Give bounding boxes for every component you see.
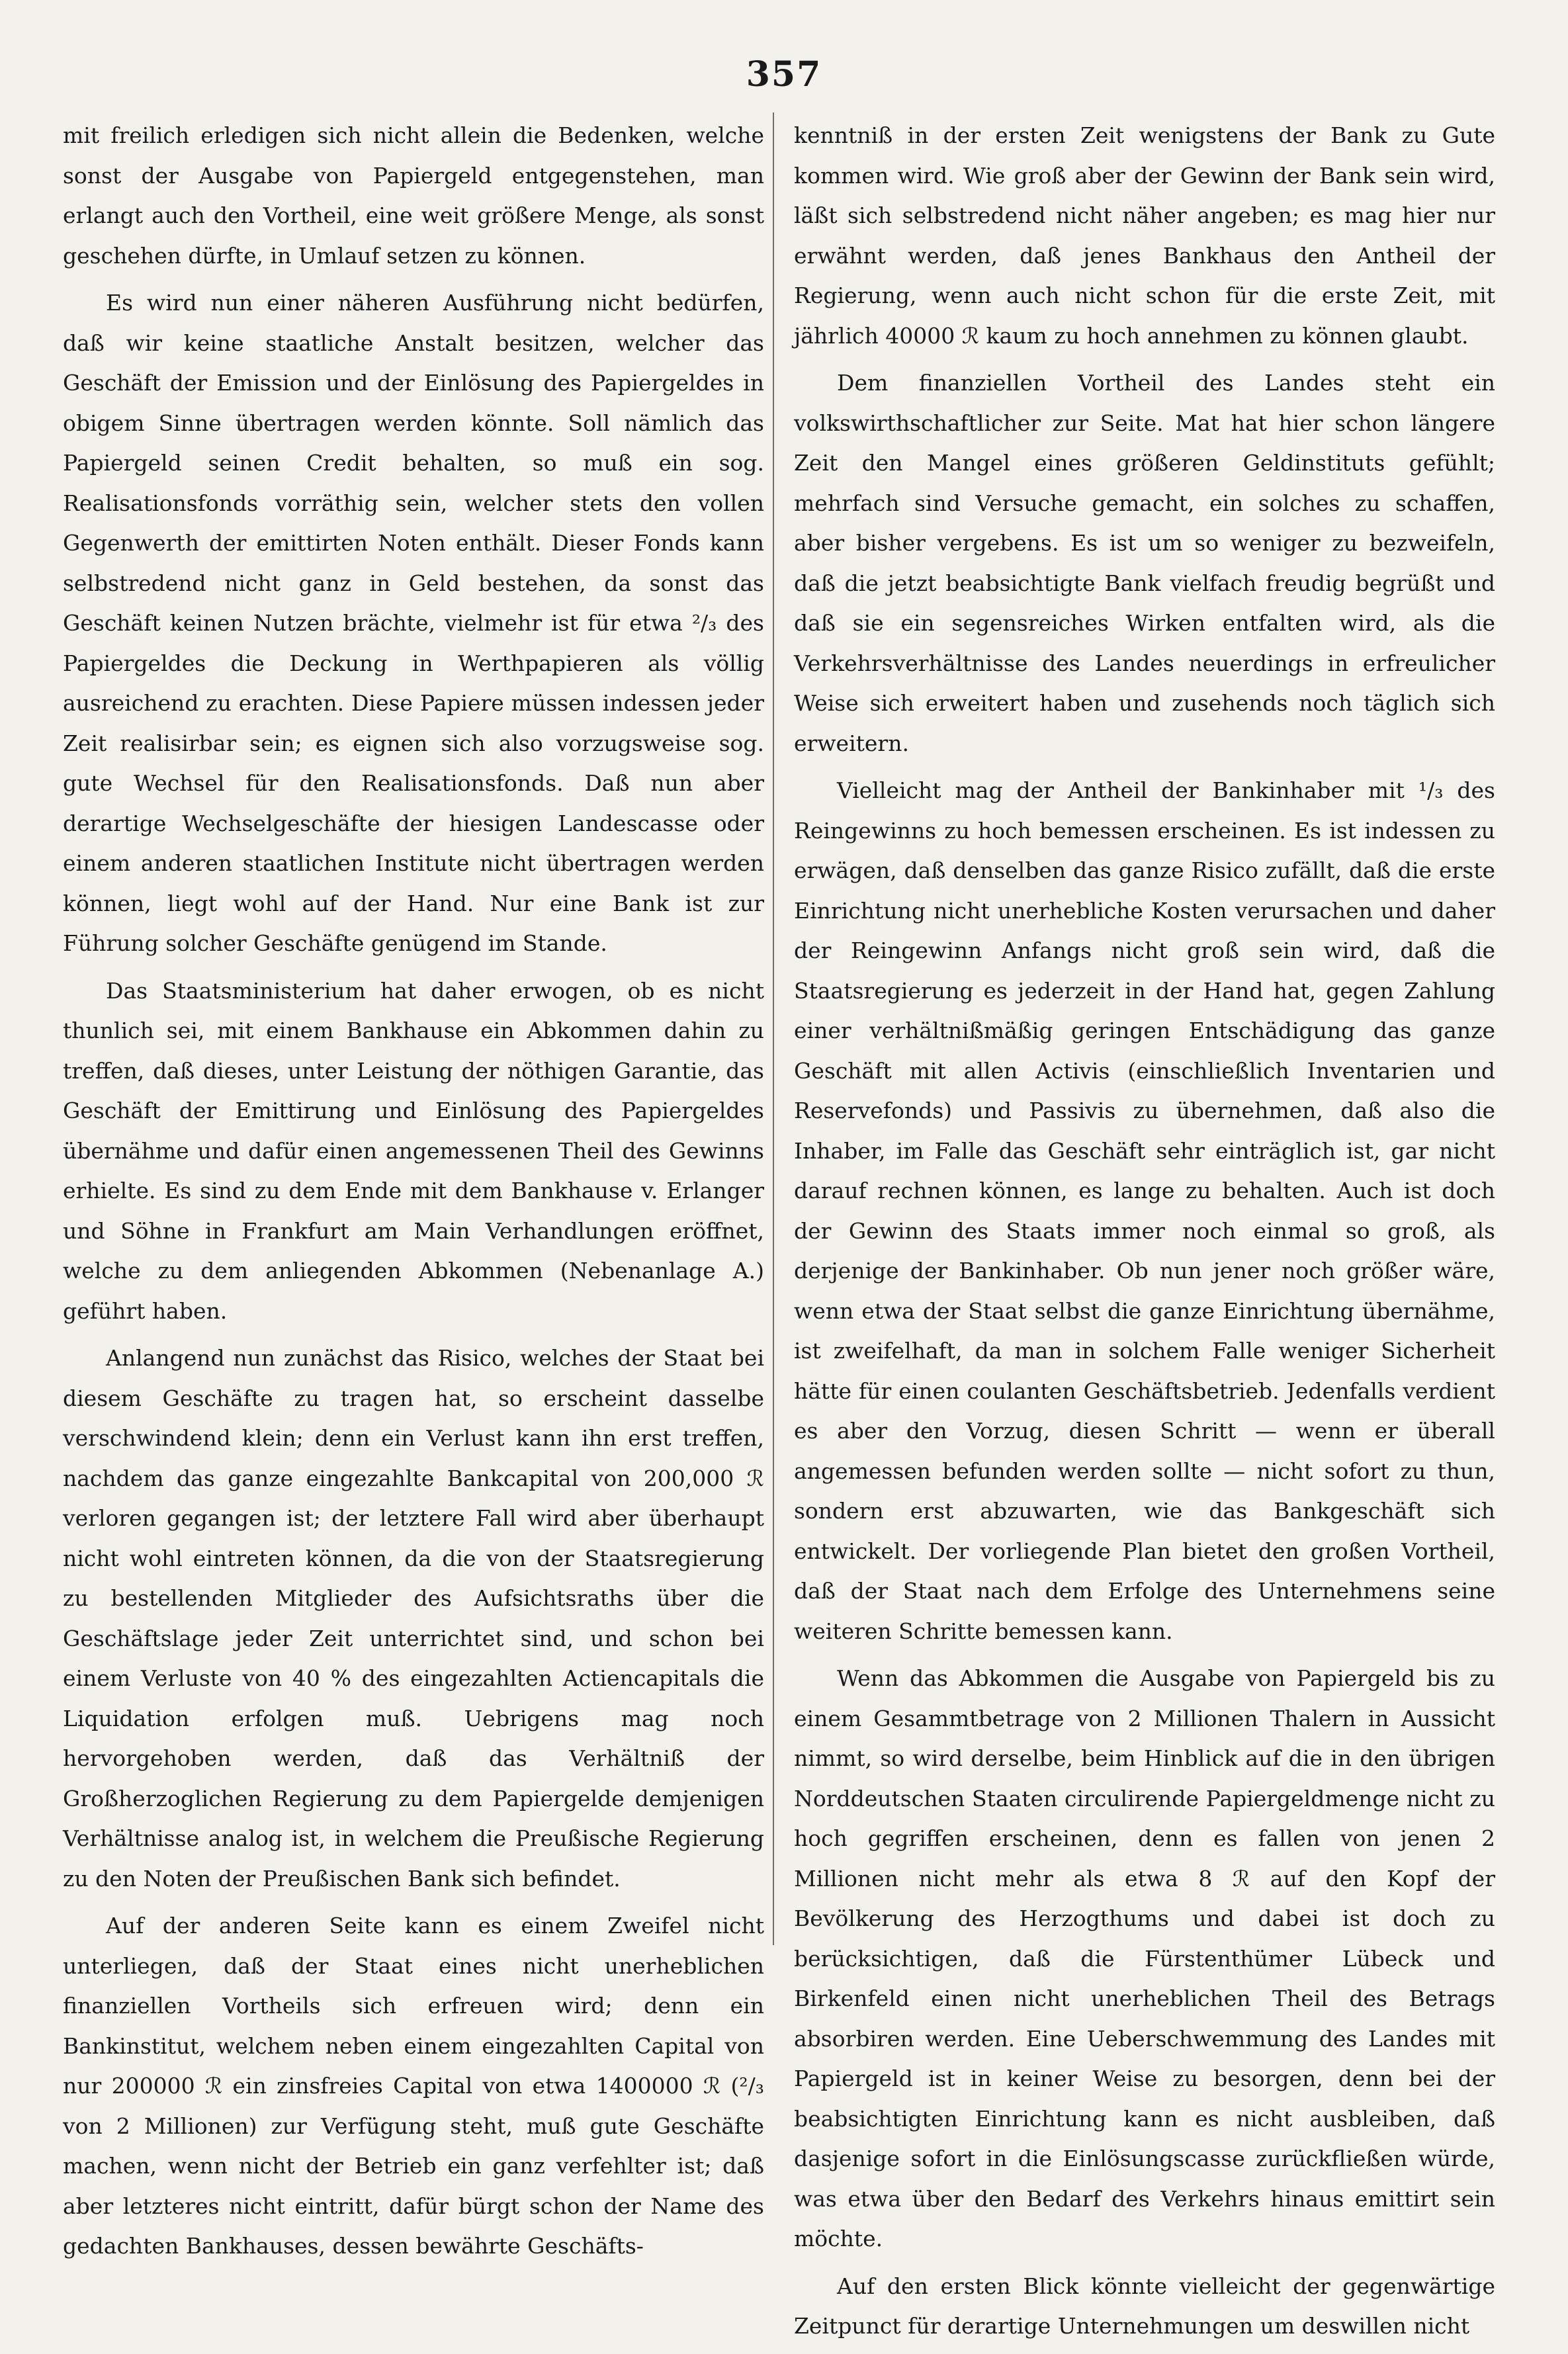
page-number: 357 bbox=[746, 54, 822, 95]
paragraph: Auf der anderen Seite kann es einem Zweifel nicht unterliegen, daß der Staat eines nicht unerheblichen finanziellen Vortheils sich erfreuen wird; denn ein Bankinstitut, welchem neben einem eingezahlten Capital von nur 200000 ℛ ein zinsfreies Capital von etwa 1400000 ℛ (²/₃ von 2 Millionen) zur Verfügung steht, muß gute Geschäfte machen, wenn nicht der Betrieb ein ganz verfehlter ist; daß aber letzteres nicht eintritt, dafür bürgt schon der Name des gedachten Bankhauses, dessen bewährte Geschäfts- bbox=[63, 1913, 764, 2259]
paragraph: mit freilich erledigen sich nicht allein die Bedenken, welche sonst der Ausgabe von Papiergeld entgegenstehen, man erlangt auch den Vortheil, eine weit größere Menge, als sonst geschehen dürfte, in Umlauf setzen zu können. bbox=[63, 122, 764, 269]
paragraph: Wenn das Abkommen die Ausgabe von Papiergeld bis zu einem Gesammtbetrage von 2 Millionen Thalern in Aussicht nimmt, so wird derselbe, beim Hinblick auf die in den übrigen Norddeutschen Staaten circulirende Papiergeldmenge nicht zu hoch gegriffen erscheinen, denn es fallen von jenen 2 Millionen nicht mehr als etwa 8 ℛ auf den Kopf der Bevölkerung des Herzogthums und dabei ist doch zu berücksichtigen, daß die Fürstenthümer Lübeck und Birkenfeld einen nicht unerheblichen Theil des Betrags absorbiren werden. Eine Ueberschwemmung des Landes mit Papiergeld ist in keiner Weise zu besorgen, denn bei der beabsichtigten Einrichtung kann es nicht ausbleiben, daß dasjenige sofort in die Einlösungscasse zurückfließen würde, was etwa über den Bedarf des Verkehrs hinaus emittirt sein möchte. bbox=[794, 1665, 1495, 2251]
paragraph: Es wird nun einer näheren Ausführung nicht bedürfen, daß wir keine staatliche Anstalt besitzen, welcher das Geschäft der Emission und der Einlösung des Papiergeldes in obigem Sinne übertragen werden könnte. Soll nämlich das Papiergeld seinen Credit behalten, so muß ein sog. Realisationsfonds vorräthig sein, welcher stets den vollen Gegenwerth der emittirten Noten enthält. Dieser Fonds kann selbstredend nicht ganz in Geld bestehen, da sonst das Geschäft keinen Nutzen brächte, vielmehr ist für etwa ²/₃ des Papiergeldes die Deckung in Werthpapieren als völlig ausreichend zu erachten. Diese Papiere müssen indessen jeder Zeit realisirbar sein; es eignen sich also vorzugsweise sog. gute Wechsel für den Realisationsfonds. Daß nun aber derartige Wechselgeschäfte der hiesigen Landescasse oder einem anderen staatlichen Institute nicht übertragen werden können, liegt wohl auf der Hand. Nur eine Bank ist zur Führung solcher Geschäfte genügend im Stande. bbox=[63, 290, 764, 956]
paragraph: kenntniß in der ersten Zeit wenigstens der Bank zu Gute kommen wird. Wie groß aber der Gewinn der Bank sein wird, läßt sich selbstredend nicht näher angeben; es mag hier nur erwähnt werden, daß jenes Bankhaus den Antheil der Regierung, wenn auch nicht schon für die erste Zeit, mit jährlich 40000 ℛ kaum zu hoch annehmen zu können glaubt. bbox=[794, 122, 1495, 349]
left-column bbox=[63, 116, 764, 2274]
paragraph: Dem finanziellen Vortheil des Landes steht ein volkswirthschaftlicher zur Seite. Mat hat hier schon längere Zeit den Mangel eines größeren Geldinstituts gefühlt; mehrfach sind Versuche gemacht, ein solches zu schaffen, aber bisher vergebens. Es ist um so weniger zu bezweifeln, daß die jetzt beabsichtigte Bank vielfach freudig begrüßt und daß sie ein segensreiches Wirken entfalten wird, als die Verkehrsverhältnisse des Landes neuerdings in erfreulicher Weise sich erweitert haben und zusehends noch täglich sich erweitern. bbox=[794, 370, 1495, 756]
paragraph: Anlangend nun zunächst das Risico, welches der Staat bei diesem Geschäfte zu tragen hat, so erscheint dasselbe verschwindend klein; denn ein Verlust kann ihn erst treffen, nachdem das ganze eingezahlte Bankcapital von 200,000 ℛ verloren gegangen ist; der letztere Fall wird aber überhaupt nicht wohl eintreten können, da die von der Staatsregierung zu bestellenden Mitglieder des Aufsichtsraths über die Geschäftslage jeder Zeit unterrichtet sind, und schon bei einem Verluste von 40 % des eingezahlten Actiencapitals die Liquidation erfolgen muß. Uebrigens mag noch hervorgehoben werden, daß das Verhältniß der Großherzoglichen Regierung zu dem Papiergelde demjenigen Verhältnisse analog ist, in welchem die Preußische Regierung zu den Noten der Preußischen Bank sich befindet. bbox=[63, 1345, 764, 1892]
right-column bbox=[794, 116, 1495, 2354]
column-divider bbox=[773, 112, 774, 1945]
paragraph: Das Staatsministerium hat daher erwogen, ob es nicht thunlich sei, mit einem Bankhause ein Abkommen dahin zu treffen, daß dieses, unter Leistung der nöthigen Garantie, das Geschäft der Emittirung und Einlösung des Papiergeldes übernähme und dafür einen angemessenen Theil des Gewinns erhielte. Es sind zu dem Ende mit dem Bankhause v. Erlanger und Söhne in Frankfurt am Main Verhandlungen eröffnet, welche zu dem anliegenden Abkommen (Nebenanlage A.) geführt haben. bbox=[63, 977, 764, 1324]
paragraph: Auf den ersten Blick könnte vielleicht der gegenwärtige Zeitpunct für derartige Unternehmungen um deswillen nicht bbox=[794, 2273, 1495, 2339]
paragraph: Vielleicht mag der Antheil der Bankinhaber mit ¹/₃ des Reingewinns zu hoch bemessen erscheinen. Es ist indessen zu erwägen, daß denselben das ganze Risico zufällt, daß die erste Einrichtung nicht unerhebliche Kosten verursachen und daher der Reingewinn Anfangs nicht groß sein wird, daß die Staatsregierung es jederzeit in der Hand hat, gegen Zahlung einer verhältnißmäßig geringen Entschädigung das ganze Geschäft mit allen Activis (einschließlich Inventarien und Reservefonds) und Passivis zu übernehmen, daß also die Inhaber, im Falle das Geschäft sehr einträglich ist, gar nicht darauf rechnen können, es lange zu behalten. Auch ist doch der Gewinn des Staats immer noch einmal so groß, als derjenige der Bankinhaber. Ob nun jener noch größer wäre, wenn etwa der Staat selbst die ganze Einrichtung übernähme, ist zweifelhaft, da man in solchem Falle weniger Sicherheit hätte für einen coulanten Geschäftsbetrieb. Jedenfalls verdient es aber den Vorzug, diesen Schritt — wenn er überall angemessen befunden werden sollte — nicht sofort zu thun, sondern erst abzuwarten, wie das Bankgeschäft sich entwickelt. Der vorliegende Plan bietet den großen Vortheil, daß der Staat nach dem Erfolge des Unternehmens seine weiteren Schritte bemessen kann. bbox=[794, 777, 1495, 1644]
